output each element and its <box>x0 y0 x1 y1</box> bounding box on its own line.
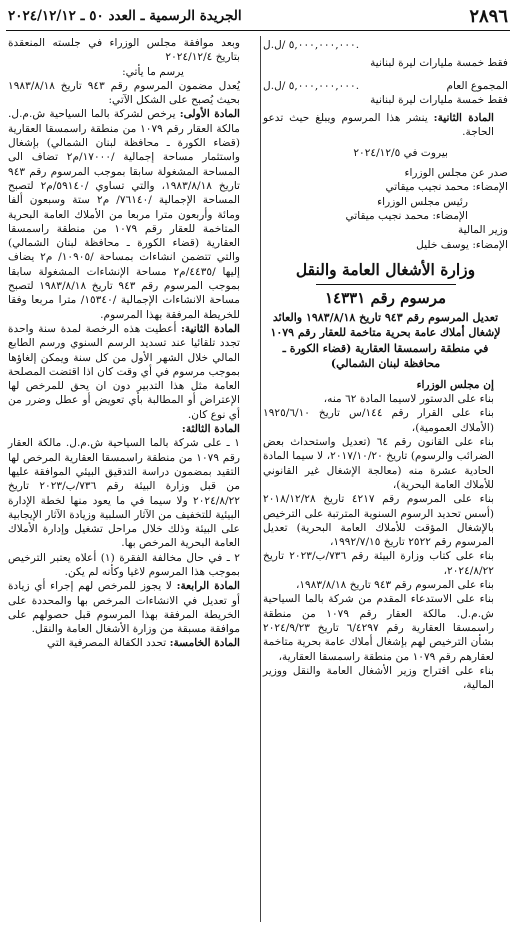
signature-1-title: صدر عن مجلس الوزراء <box>404 167 508 180</box>
article-4-paragraph <box>8 579 254 636</box>
article-4-label: المادة الرابعة: <box>176 580 240 593</box>
article-5-paragraph <box>8 636 254 650</box>
left-column <box>8 36 254 651</box>
recital: بناء على القرار رقم ١٤٤/س تاريخ ١٩٢٥/٦/١٠ (الأملاك العمومية)، <box>263 407 494 434</box>
header-rule <box>6 30 510 31</box>
article-5-label: المادة الخامسة: <box>169 637 240 650</box>
amount-line-1 <box>263 38 508 52</box>
place-date: بيروت في ٢٠٢٤/١٢/٥ <box>353 146 448 159</box>
recital: بناء على الدستور لاسيما المادة ٦٢ منه، <box>323 393 494 406</box>
article-2-left-paragraph <box>8 322 254 422</box>
article-3-clause-2: ٢ ـ في حال مخالفة الفقرة (١) أعلاه يعتبر الترخيص بموجب هذا المرسوم لاغيا وكأنه لم يكن. <box>8 551 240 578</box>
total-label: المجموع العام <box>446 79 508 92</box>
publication-title: الجريدة الرسمية ـ العدد ٥٠ ـ ٢٠٢٤/١٢/١٢ <box>8 8 242 24</box>
recital: بناء على المرسوم رقم ٤٢١٧ تاريخ ٢٠١٨/١٢/٢٨ (أسس تحديد الرسوم السنوية المترتبة على الترخيص بالإشغال المؤقت للأملاك العامة البحرية) تعديل المرسوم رقم ٢٥٢٢ تاريخ ١٩٩٢/٧/١٥، <box>263 493 494 549</box>
total-value: ٥,٠٠٠,٠٠٠,٠٠٠ /ل.ل. <box>263 79 360 92</box>
decree-number: مرسوم رقم ١٤٣٣١ <box>324 288 447 307</box>
council-heading: إن مجلس الوزراء <box>416 378 494 391</box>
article-3-clause-1: ١ ـ على شركة بالما السياحية ش.م.ل. مالكة العقار رقم ١٠٧٩ من منطقة راسمسقا العقارية المرخص لها التقيد بمضمون دراسة التدقيق البيئي الموافقة عليها من قبل وزارة البيئة رقم ٧٣٦/ب/٢٠٢٣ تاريخ ٢٠٢٤/٨/٢٢ ولا سيما في ما يعود منها لخطة الإدارة البيئية للتخفيف من الآثار السلبية وزيادة الآثار الإيجابية على البيئة وذلك خلال مراحل تشغيل وإدارة الأملاك العامة البحرية المرخص بها. <box>8 437 241 550</box>
page-number: ٢٨٩٦ <box>469 6 508 27</box>
signature-2-name: الإمضاء: محمد نجيب ميقاتي <box>345 209 468 222</box>
decree-subject: تعديل المرسوم رقم ٩٤٣ تاريخ ١٩٨٣/٨/١٨ والعائد لإشغال أملاك عامة بحرية متاخمة للعقار رقم ١٠٧٩ في منطقة راسمسقا العقارية (قضاء الكورة ـ محافظة لبنان الشمالي) <box>270 310 501 371</box>
page-header <box>6 6 510 30</box>
article-2-left-label: المادة الثانية: <box>181 322 241 335</box>
article-5-text: تحدد الكفالة المصرفية التي <box>47 637 170 650</box>
approval-intro: وبعد موافقة مجلس الوزراء في جلسته المنعقدة بتاريخ ٢٠٢٤/١٢/٤ <box>8 37 240 64</box>
right-column <box>263 36 508 692</box>
article-2-label: المادة الثانية: <box>433 112 494 125</box>
recital: بناء على كتاب وزارة البيئة رقم ٧٣٦/ب/٢٠٢٣ تاريخ ٢٠٢٤/٨/٢٢، <box>263 550 494 577</box>
signature-1-name: الإمضاء: محمد نجيب ميقاتي <box>385 181 508 194</box>
article-2-paragraph <box>263 111 508 140</box>
decrees-line: يرسم ما يأتي: <box>122 65 184 78</box>
recital: بناء على المرسوم رقم ٩٤٣ تاريخ ١٩٨٣/٨/١٨، <box>295 579 494 592</box>
article-2-left-text: أعطيت هذه الرخصة لمدة سنة واحدة تجدد تلقائيا عند تسديد الرسم السنوي ورسم الطابع المالي خلال الشهر الأول من كل سنة ويمكن إلغاؤها بموجب مرسوم في أي وقت كان اذا اقتضت المصلحة العامة مثل هذا التدبير دون ان يحق للمرخص لها الإعتراض أو المطالبة بأي تعويض أو عطل وضرر من أي نوع كان. <box>8 322 240 421</box>
signature-2-title: رئيس مجلس الوزراء <box>377 195 468 208</box>
article-1-text: يرخص لشركة بالما السياحية ش.م.ل. مالكة العقار رقم ١٠٧٩ من منطقة راسمسقا العقارية (قضاء الكورة ـ محافظة لبنان الشمالي) بإشغال واستثمار مساحة إجمالية /١٧٠٠٠/م٢ تضاف الى المساحة المشغولة سابقا بموجب المرسوم رقم ٩٤٣ تاريخ ١٩٨٣/٨/١٨، والتي تساوي /٥٩١٤٠/م٢ لتصبح المساحة الإجمالية /٧٦١٤٠/ م٢ ستة وسبعون ألفا ومائة وأربعون مترا مربعا من الأملاك العامة البحرية المتاخمة للعقار رقم ١٠٧٩ من منطقة راسمسقا العقارية (قضاء الكورة ـ محافظة لبنان الشمالي) والتي تتضمن انشاءات بمساحة /١٠٩٠٥/ م٢ يضاف إليها /٤٤٣٥/م٢ مساحة الإنشاءات المشغولة سابقا بموجب المرسوم رقم ٩٤٣ تاريخ ١٩٨٣/٨/١٨ لتصبح مساحة الانشاءات الإجمالية /١٥٣٤٠/ مترا مربعا وفقا للخريطة المرفقة بهذا المرسوم. <box>8 108 241 321</box>
amount-1-value: ٥,٠٠٠,٠٠٠,٠٠٠ /ل.ل. <box>263 39 360 51</box>
ministry-heading: وزارة الأشغال العامة والنقل <box>295 259 476 279</box>
recital: بناء على اقتراح وزير الأشغال العامة والنقل ووزير المالية، <box>263 664 494 692</box>
article-1-label: المادة الأولى: <box>179 108 240 121</box>
article-4-text: لا يجوز للمرخص لهم إجراء أي زيادة أو تعديل في الانشاءات المرخص بها والمحددة على الخريطة المرفقة بهذا المرسوم قبل حصولهم على موافقة مسبقة من وزارة الأشغال العامة والنقل. <box>8 580 240 636</box>
recital: بناء على القانون رقم ٦٤ (تعديل واستحداث بعض الضرائب والرسوم) تاريخ ٢٠١٧/١٠/٢٠، لا سيما المادة الحادية عشرة منه (معالجة الإشغال غير القانوني للأملاك العامة البحرية)، <box>263 436 495 491</box>
total-line <box>263 79 508 93</box>
article-2-text: ينشر هذا المرسوم ويبلغ حيث تدعو الحاجة. <box>263 112 494 139</box>
signature-3-name: الإمضاء: يوسف خليل <box>416 238 508 251</box>
article-1-paragraph <box>8 107 254 321</box>
article-3-label: المادة الثالثة: <box>181 423 240 436</box>
recital: بناء على الاستدعاء المقدم من شركة بالما السياحية ش.م.ل. مالكة العقار رقم ١٠٧٩ من منطقة راسمسقا العقارية رقم ٦/٤٢٩٧ تاريخ ٢٠٢٤/٩/٢٣ بشأن الترخيص لهم بإشغال أملاك عامة بحرية متاخمة لعقارهم رقم ١٠٧٩ من منطقة راسمسقا العقارية، <box>263 593 494 663</box>
column-divider <box>260 36 261 922</box>
total-words: فقط خمسة مليارات ليرة لبنانية <box>370 93 508 106</box>
amount-1-words: فقط خمسة مليارات ليرة لبنانية <box>370 57 508 70</box>
amendment-paragraph: يُعدل مضمون المرسوم رقم ٩٤٣ تاريخ ١٩٨٣/٨/١٨ بحيث يُصبح على الشكل الآتي: <box>8 79 240 107</box>
ministry-rule <box>316 284 456 285</box>
signature-3-title: وزير المالية <box>457 224 508 237</box>
